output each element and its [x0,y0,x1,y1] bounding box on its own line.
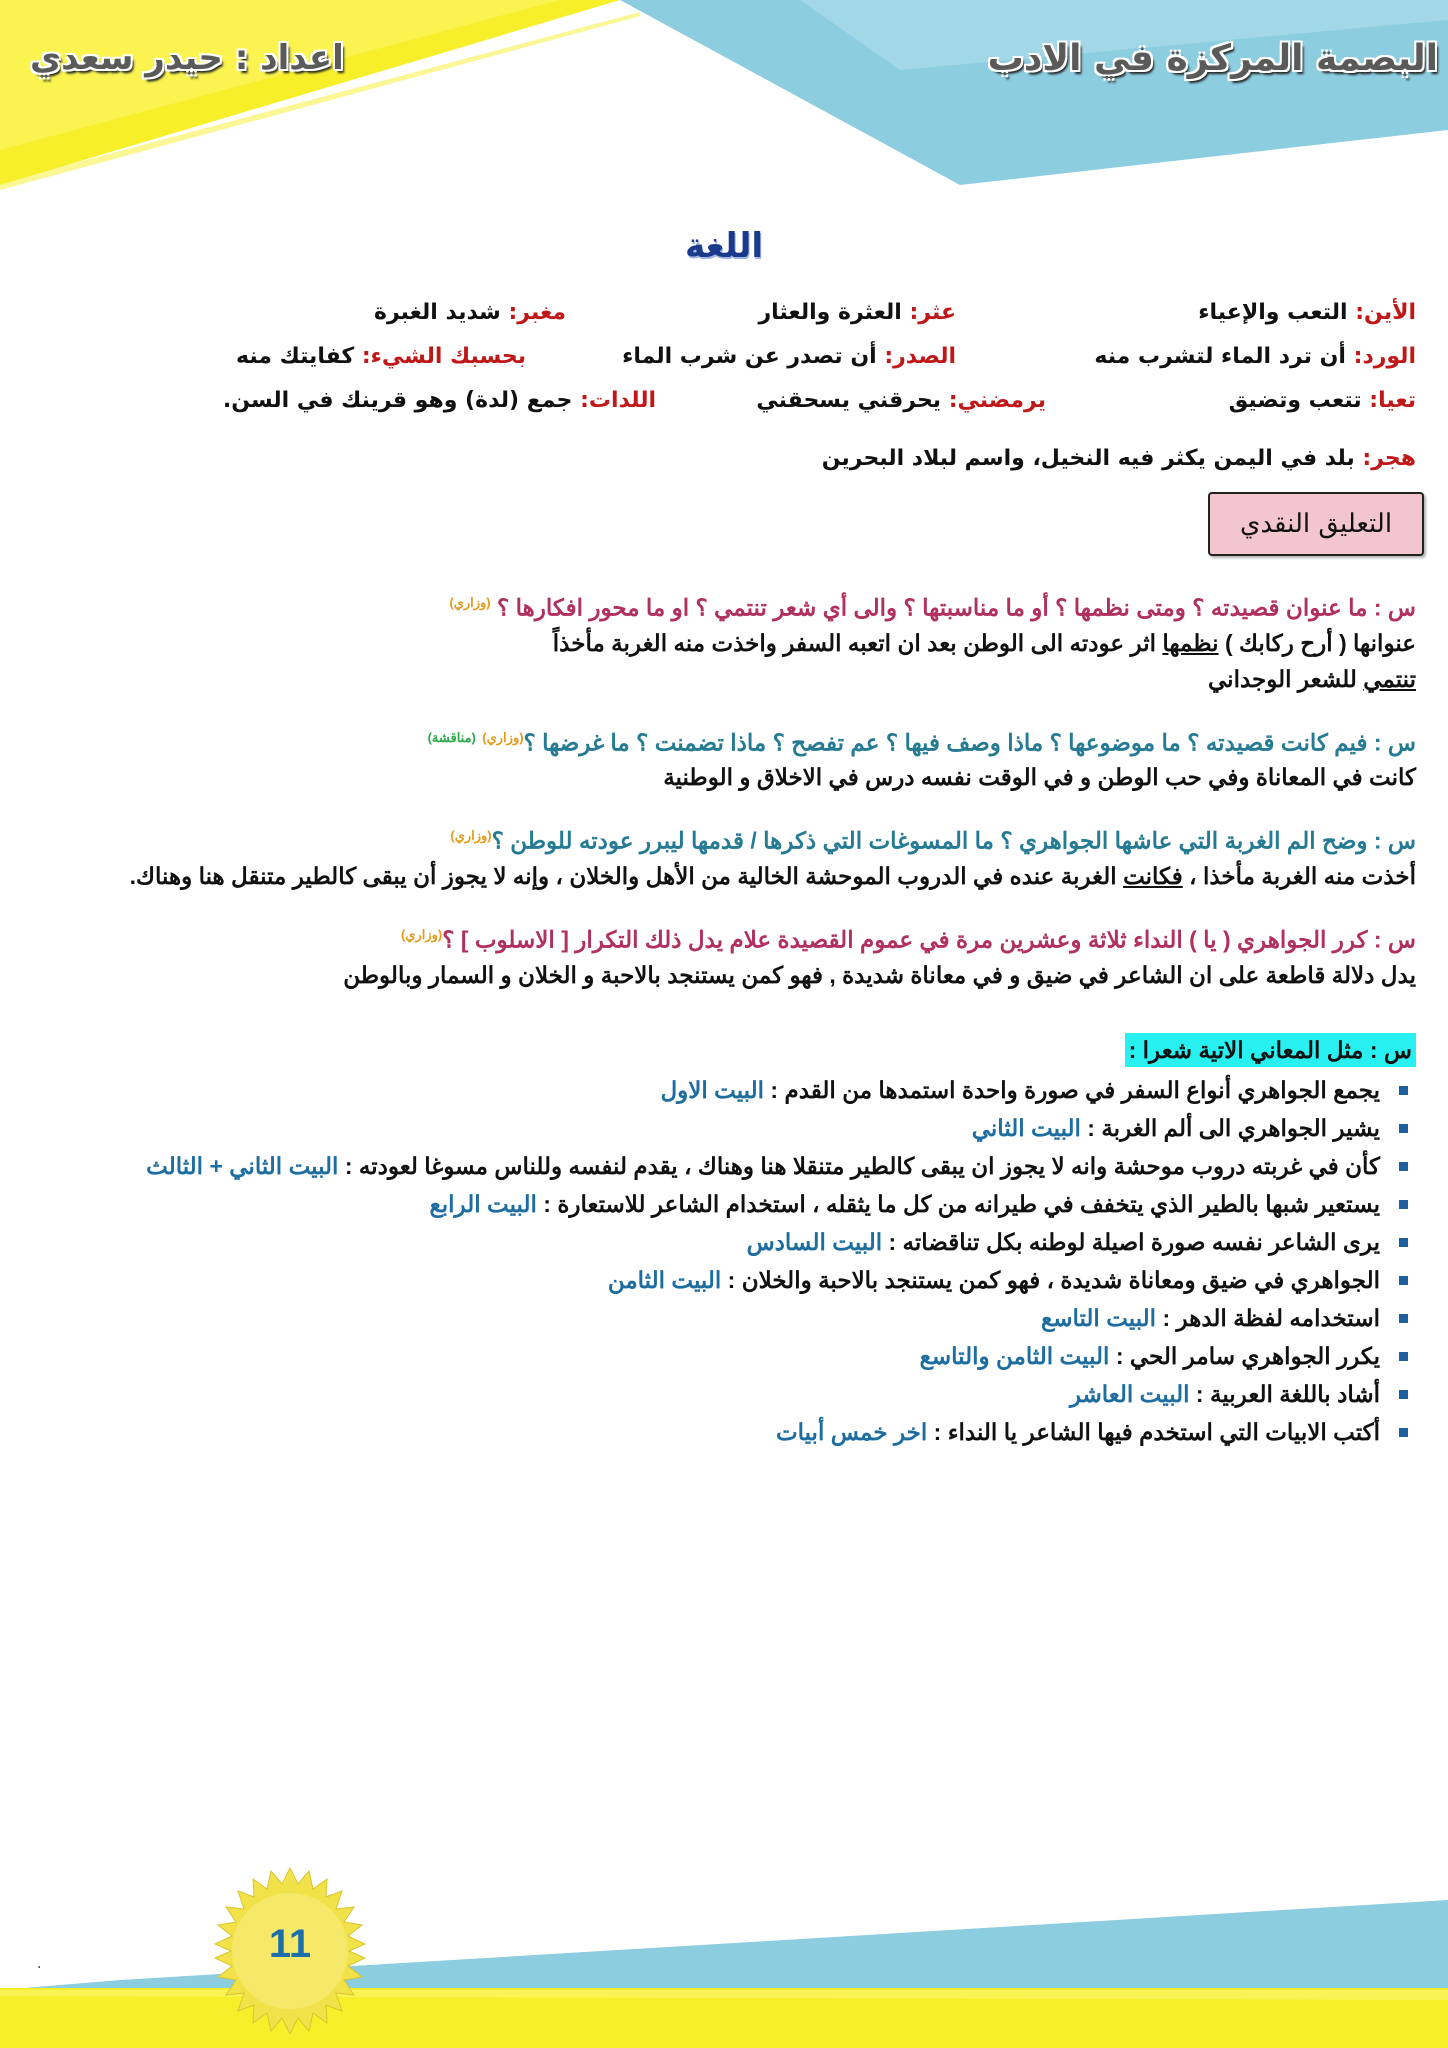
vocab-definition: شديد الغبرة [373,300,509,325]
question [60,721,1416,760]
list-item [60,1413,1416,1451]
footer-dot: . [37,1956,42,1972]
item-text: الجواهري في ضيق ومعاناة شديدة ، فهو كمن يستنجد بالاحبة والخلان : [721,1266,1380,1293]
vocab-row [60,388,1416,432]
vocab-section [60,300,1416,490]
meanings-list [60,1071,1416,1451]
vocab-definition: جمع (لدة) وهو قرينك في السن. [222,388,581,413]
list-item [60,1375,1416,1413]
item-text: كأن في غربته دروب موحشة وانه لا يجوز ان يبقى كالطير متنقلا هنا وهناك ، يقدم لنفسه وللناس مسوغا لعودته : [338,1152,1380,1179]
exam-tag: (وزاري) [400,926,443,942]
answer [60,625,1416,661]
vocab-definition: تتعب وتضيق [1228,388,1370,413]
verse-reference: البيت السادس [746,1228,883,1255]
verse-reference: البيت الثاني [971,1114,1081,1141]
header-banner [0,0,1448,200]
question-block [60,819,1416,894]
bullet-icon [1399,1200,1408,1209]
item-text: يجمع الجواهري أنواع السفر في صورة واحدة استمدها من القدم : [764,1076,1380,1103]
qa-section [60,586,1416,1475]
question-highlighted: س : مثل المعاني الاتية شعرا : [1125,1033,1416,1067]
question-block [60,1033,1416,1451]
exam-tag: (وزاري) [482,729,524,745]
verse-reference: البيت الرابع [429,1190,537,1217]
item-text: يكرر الجواهري سامر الحي : [1109,1342,1380,1369]
header-title: البصمة المركزة في الادب [987,38,1438,79]
question-block [60,918,1416,993]
vocab-entry [236,344,526,369]
list-item [60,1109,1416,1147]
vocab-entry [1198,300,1416,325]
vocab-term: مغبر: [508,300,566,325]
verse-reference: البيت الثامن [607,1266,722,1293]
list-item [60,1337,1416,1375]
section-heading-critique: التعليق النقدي [1208,492,1424,556]
vocab-term: عثر: [909,300,956,325]
vocab-definition: التعب والإعياء [1198,300,1356,325]
item-text: استخدامه لفظة الدهر : [1156,1304,1380,1331]
question-text: س : وضح الم الغربة التي عاشها الجواهري ؟ ما المسوغات التي ذكرها / قدمها ليبرر عودته للوطن ؟ [491,827,1416,854]
vocab-definition: أن ترد الماء لتشرب منه [1094,344,1354,369]
vocab-row [60,300,1416,344]
exam-tag: (وزاري) [450,828,492,844]
vocab-term: الصدر: [884,344,956,369]
list-item [60,1147,1416,1185]
vocab-definition: بلد في اليمن يكثر فيه النخيل، واسم لبلاد البحرين [821,446,1363,471]
vocab-term: يرمضني: [948,388,1046,413]
question [60,819,1416,858]
item-text: أشاد باللغة العربية : [1189,1380,1380,1407]
vocab-entry [759,300,957,325]
vocab-definition: كفايتك منه [235,344,362,369]
bullet-icon [1399,1124,1408,1133]
verse-reference: البيت الثامن والتاسع [919,1342,1110,1369]
question [60,918,1416,957]
bullet-icon [1399,1428,1408,1437]
answer-text: عنوانها ( أرح ركابك ) [1218,629,1416,656]
vocab-term: الورد: [1353,344,1416,369]
item-text: يشير الجواهري الى ألم الغربة : [1080,1114,1380,1141]
answer-text: الغربة عنده في الدروب الموحشة الخالية من الأهل والخلان ، وإنه لا يجوز أن يبقى كالطير متنقل هنا وهناك. [129,862,1124,889]
list-item [60,1185,1416,1223]
bullet-icon [1399,1314,1408,1323]
bullet-icon [1399,1238,1408,1247]
vocab-term: الأين: [1355,300,1416,325]
answer-text: اثر عودته الى الوطن بعد ان اتعبه السفر واخذت منه الغربة مأخذاً [552,629,1163,656]
answer-underlined: فكانت [1123,862,1183,889]
list-item [60,1071,1416,1109]
vocab-entry [822,446,1416,471]
vocab-entry [374,300,566,325]
verse-reference: البيت الاول [660,1076,765,1103]
answer-text: للشعر الوجداني [1208,665,1364,692]
list-item [60,1223,1416,1261]
question-block [60,586,1416,697]
vocab-title: اللغة [684,226,764,266]
vocab-entry [622,344,956,369]
question [60,586,1416,625]
answer [60,661,1416,697]
list-item [60,1261,1416,1299]
list-item [60,1299,1416,1337]
discussion-tag: (مناقشة) [427,729,476,745]
answer-underlined: نظمها [1162,629,1219,656]
question-block [60,721,1416,796]
verse-reference: البيت الثاني + الثالث [146,1152,339,1179]
item-text: أكتب الابيات التي استخدم فيها الشاعر يا النداء : [927,1418,1380,1445]
vocab-term: هجر: [1362,446,1416,471]
question-text: س : كرر الجواهري ( يا ) النداء ثلاثة وعشرين مرة في عموم القصيدة علام يدل ذلك التكرار [ الاسلوب ] ؟ [442,926,1416,953]
vocab-definition: أن تصدر عن شرب الماء [622,344,885,369]
vocab-entry [223,388,656,413]
vocab-row [60,344,1416,388]
question [60,1033,1416,1067]
bullet-icon [1399,1086,1408,1095]
verse-reference: البيت التاسع [1040,1304,1157,1331]
verse-reference: البيت العاشر [1069,1380,1190,1407]
vocab-term: تعيا: [1369,388,1416,413]
answer-underlined: تنتمي [1363,665,1416,692]
vocab-entry [1229,388,1416,413]
question-text: س : فيم كانت قصيدته ؟ ما موضوعها ؟ ماذا وصف فيها ؟ عم تفصح ؟ ماذا تضمنت ؟ ما غرضها ؟ [523,729,1416,756]
answer: يدل دلالة قاطعة على ان الشاعر في ضيق و في معاناة شديدة , فهو كمن يستنجد بالاحبة و الخلان و السمار وبالوطن [343,961,1416,988]
vocab-term: اللدات: [580,388,656,413]
question-text: س : ما عنوان قصيدته ؟ ومتى نظمها ؟ أو ما مناسبتها ؟ والى أي شعر تنتمي ؟ او ما محور افكارها ؟ [497,594,1416,621]
vocab-term: بحسبك الشيء: [361,344,526,369]
bullet-icon [1399,1390,1408,1399]
vocab-definition: العثرة والعثار [758,300,910,325]
vocab-definition: يحرقني يسحقني [756,388,949,413]
item-text: يستعير شبها بالطير الذي يتخفف في طيرانه من كل ما يثقله ، استخدام الشاعر للاستعارة : [536,1190,1380,1217]
page-number: 11 [268,1922,312,1966]
vocab-row [60,446,1416,490]
bullet-icon [1399,1162,1408,1171]
answer: كانت في المعاناة وفي حب الوطن و في الوقت نفسه درس في الاخلاق و الوطنية [663,764,1416,791]
verse-reference: اخر خمس أبيات [775,1418,928,1445]
bullet-icon [1399,1276,1408,1285]
answer [60,858,1416,894]
vocab-entry [1094,344,1416,369]
answer-text: أخذت منه الغربة مأخذا ، [1182,862,1416,889]
header-author: اعداد : حيدر سعدي [30,38,344,78]
vocab-entry [756,388,1046,413]
exam-tag: (وزاري) [449,595,491,610]
item-text: يرى الشاعر نفسه صورة اصيلة لوطنه بكل تناقضاته : [882,1228,1380,1255]
bullet-icon [1399,1352,1408,1361]
